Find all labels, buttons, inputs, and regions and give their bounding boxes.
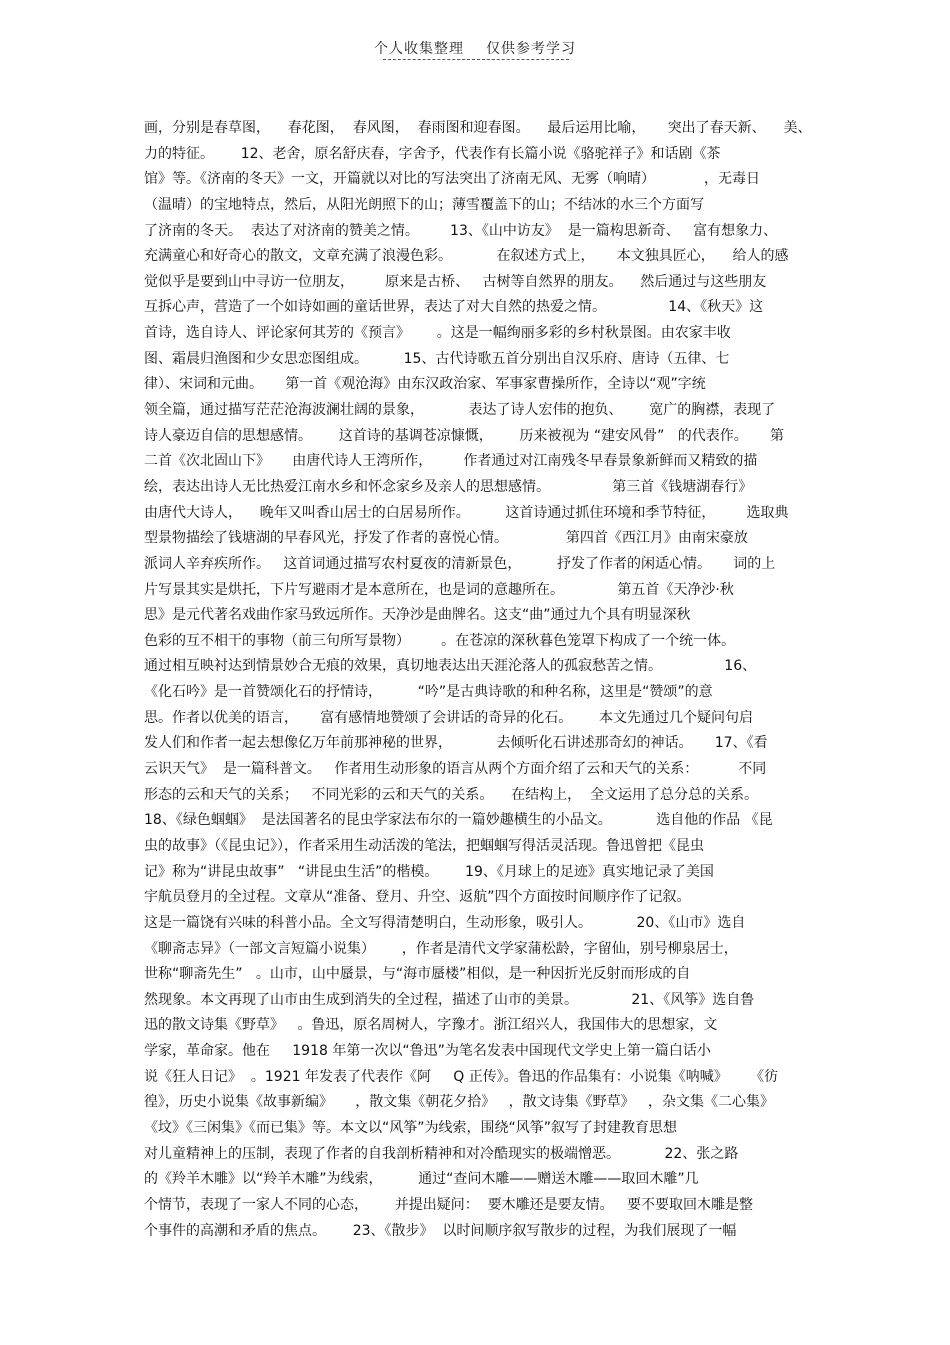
document-body — [144, 116, 814, 1244]
text-line: 思。作者以优美的语言， 富有感情地赞颂了会讲话的奇异的化石。 本文先通过几个疑问句启 — [144, 709, 753, 726]
text-line: 首诗，选自诗人、评论家何其芳的《预言》 。这是一幅绚丽多彩的乡村秋景图。由农家丰收 — [144, 325, 731, 342]
text-line: 型景物描绘了钱塘湖的早春风光，抒发了作者的喜悦心情。 第四首《西江月》由南宋豪放 — [144, 530, 748, 547]
text-line: 发人们和作者一起去想像亿万年前那神秘的世界， 去倾听化石讲述那奇幻的神话。 17、《看 — [144, 735, 768, 752]
text-line: 个情节，表现了一家人不同的心态， 并提出疑问： 要木雕还是要友情。 要不要取回木雕是整 — [144, 1196, 753, 1213]
text-line: 云识天气》 是一篇科普文。 作者用生动形象的语言从两个方面介绍了云和天气的关系： 不同 — [144, 761, 767, 778]
text-line: 对儿童精神上的压制，表现了作者的自我剖析精神和对冷酷现实的极端憎恶。 22、张之路 — [144, 1145, 739, 1162]
text-line: 力的特征。 12、老舍，原名舒庆春，字舍予，代表作有长篇小说《骆驼祥子》和话剧《茶 — [144, 145, 721, 162]
text-line: 充满童心和好奇心的散文，文章充满了浪漫色彩。 在叙述方式上， 本文独具匠心， 给人的感 — [144, 248, 789, 265]
text-line: 18、《绿色蝈蝈》 是法国著名的昆虫学家法布尔的一篇妙趣横生的小品文。 选自他的作品 《昆 — [144, 812, 773, 829]
text-line: 徨》，历史小说集《故事新编》 ，散文集《朝花夕拾》 ，散文诗集《野草》 ，杂文集《二心集》 — [144, 1094, 774, 1111]
text-line: 通过相互映衬达到情景妙合无痕的效果，真切地表达出天涯沦落人的孤寂愁苦之情。 16、 — [144, 658, 757, 675]
text-line: 个事件的高潮和矛盾的焦点。 23、《散步》 以时间顺序叙写散步的过程，为我们展现了一幅 — [144, 1222, 737, 1239]
text-line: 律）、宋词和元曲。 第一首《观沧海》由东汉政治家、军事家曹操所作，全诗以“观”字统 — [144, 376, 706, 393]
text-line: 了济南的冬天。 表达了对济南的赞美之情。 13、《山中访友》 是一篇构思新奇、 富有想象力、 — [144, 222, 778, 239]
text-line: 色彩的互不相干的事物（前三句所写景物） 。在苍凉的深秋暮色笼罩下构成了一个统一体。 — [144, 632, 736, 649]
text-line: 的《羚羊木雕》以“羚羊木雕”为线索， 通过“查问木雕——赠送木雕——取回木雕”几 — [144, 1171, 699, 1188]
text-line: 由唐代大诗人， 晚年又叫香山居士的白居易所作。 这首诗通过抓住环境和季节特征， 选取典 — [144, 504, 789, 521]
text-line: 思》是元代著名戏曲作家马致远所作。天净沙是曲牌名。这支“曲”通过九个具有明显深秋 — [144, 607, 691, 624]
text-line: 虫的故事》（《昆虫记》），作者采用生动活泼的笔法，把蝈蝈写得活灵活现。鲁迅曾把《昆虫 — [144, 837, 704, 854]
text-line: 记》称为“讲昆虫故事” “讲昆虫生活”的楷模。 19、《月球上的足迹》真实地记录了美国 — [144, 863, 714, 880]
text-line: 形态的云和天气的关系； 不同光彩的云和天气的关系。 在结构上， 全文运用了总分总的关系。 — [144, 786, 759, 803]
header-dashed-rule — [383, 59, 569, 60]
text-line: 互拆心声，营造了一个如诗如画的童话世界，表达了对大自然的热爱之情。 14、《秋天》这 — [144, 299, 764, 316]
text-line: 宇航员登月的全过程。文章从“准备、登月、升空、返航”四个方面按时间顺序作了记叙。 — [144, 889, 691, 906]
text-line: 片写景其实是烘托，下片写避雨才是本意所在，也是词的意趣所在。 第五首《天净沙·秋 — [144, 581, 734, 598]
text-line: 觉似乎是要到山中寻访一位朋友， 原来是古桥、 古树等自然界的朋友。 然后通过与这些朋友 — [144, 273, 767, 290]
text-line: 馆》等。《济南的冬天》一文，开篇就以对比的写法突出了济南无风、无雾（响晴） ，无毒日 — [144, 171, 760, 188]
text-line: 派词人辛弃疾所作。 这首词通过描写农村夏夜的清新景色， 抒发了作者的闲适心情。 词的上 — [144, 555, 776, 572]
text-line: 说《狂人日记》 。1921 年发表了代表作《阿 Q 正传》。鲁迅的作品集有：小说集《呐喊》 《彷 — [144, 1068, 778, 1085]
text-line: 《坟》《三闲集》《而已集》等。本文以“风筝”为线索，围绕“风筝”叙写了封建教育思想 — [144, 1119, 678, 1136]
text-line: 诗人豪迈自信的思想感情。 这首诗的基调苍凉慷慨， 历来被视为 “建安风骨” 的代表作。 第 — [144, 427, 784, 444]
header-left-text: 个人收集整理 — [374, 41, 464, 57]
text-line: 图、霜晨归渔图和少女思恋图组成。 15、古代诗歌五首分别出自汉乐府、唐诗（五律、七 — [144, 350, 730, 367]
text-line: 然现象。本文再现了山市由生成到消失的全过程，描述了山市的美景。 21、《风筝》选自鲁 — [144, 991, 755, 1008]
text-line: 这是一篇饶有兴味的科普小品。全文写得清楚明白，生动形象，吸引人。 20、《山市》选自 — [144, 914, 746, 931]
text-line: 学家，革命家。他在 1918 年第一次以“鲁迅”为笔名发表中国现代文学史上第一篇白话小 — [144, 1043, 711, 1060]
text-line: 世称“聊斋先生” 。山市，山中蜃景，与“海市蜃楼”相似，是一种因折光反射而形成的自 — [144, 966, 691, 983]
header-right-text: 仅供参考学习 — [486, 41, 576, 57]
text-line: （温晴）的宝地特点，然后，从阳光朗照下的山；薄雪覆盖下的山；不结冰的水三个方面写 — [144, 196, 704, 213]
text-line: 迅的散文诗集《野草》 。鲁迅，原名周树人，字豫才。浙江绍兴人，我国伟大的思想家，文 — [144, 1017, 718, 1034]
text-line: 二首《次北固山下》 由唐代诗人王湾所作， 作者通过对江南残冬早春景象新鲜而又精致的描 — [144, 453, 758, 470]
text-line: 绘，表达出诗人无比热爱江南水乡和怀念家乡及亲人的思想感情。 第三首《钱塘湖春行》 — [144, 478, 753, 495]
text-line: 《化石吟》是一首赞颂化石的抒情诗， “吟”是古典诗歌的和种名称，这里是“赞颂”的意 — [144, 684, 713, 701]
page-header — [0, 38, 950, 58]
text-line: 《聊斋志异》（一部文言短篇小说集） ，作者是清代文学家蒲松龄，字留仙，别号柳泉居士， — [144, 940, 738, 957]
text-line: 领全篇，通过描写茫茫沧海波澜壮阔的景象， 表达了诗人宏伟的抱负、 宽广的胸襟，表现了 — [144, 402, 776, 419]
text-line: 画，分别是春草图， 春花图， 春风图， 春雨图和迎春图。 最后运用比喻， 突出了春天新、 美、 — [144, 120, 812, 136]
